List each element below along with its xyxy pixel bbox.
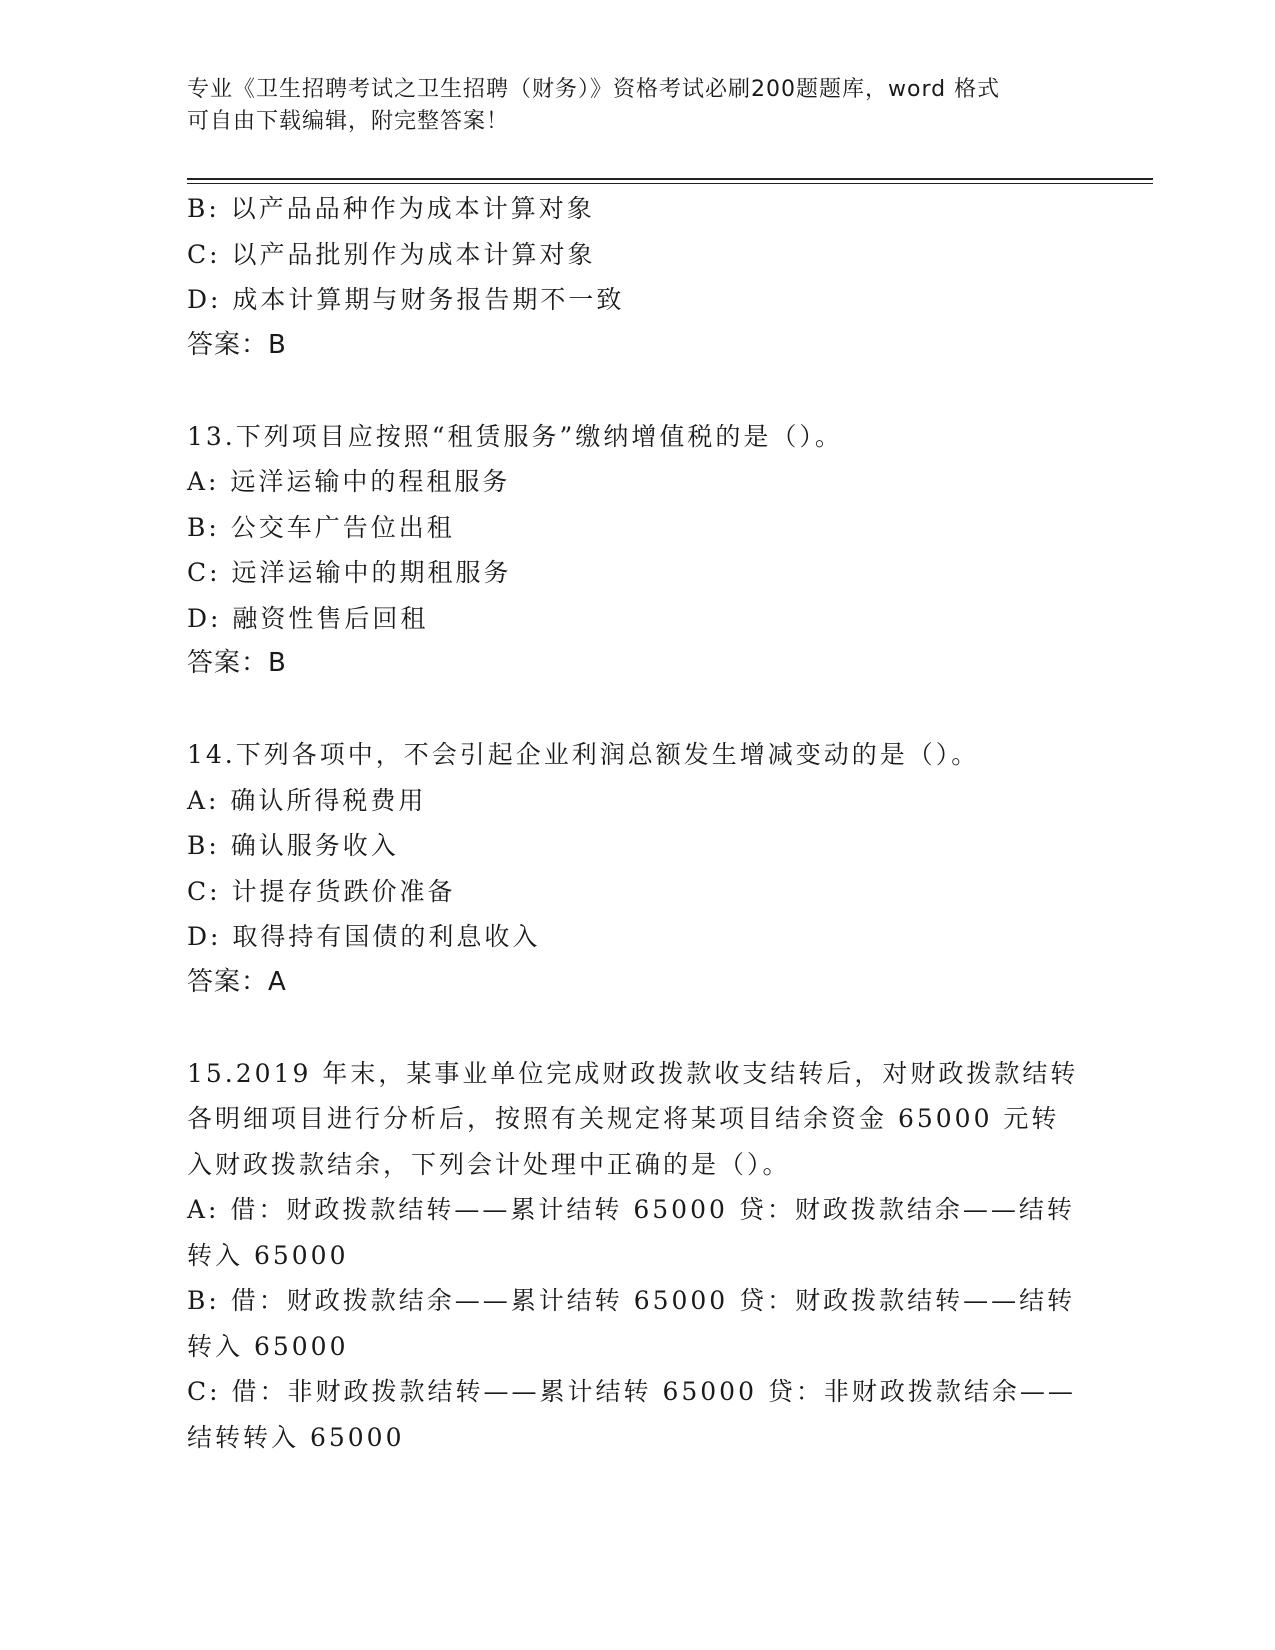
- question-15: [187, 1051, 1087, 1461]
- answer-label: 答案：B: [187, 329, 287, 360]
- answer-label: 答案：B: [187, 648, 287, 678]
- option-c-line-2: 结转转入 65000: [187, 1422, 405, 1452]
- option-a-line-2: 转入 65000: [187, 1240, 349, 1270]
- option-d: D: 取得持有国债的利息收入: [187, 922, 541, 951]
- answer-label: 答案：A: [187, 966, 287, 997]
- header-divider-thin: [187, 183, 1153, 184]
- option-a: A: 确认所得税费用: [187, 785, 427, 815]
- question-12-continued: [187, 186, 1087, 368]
- option-c: C: 远洋运输中的期租服务: [187, 558, 512, 587]
- option-b: B: 确认服务收入: [187, 831, 399, 860]
- option-a-line-1: A: 借：财政拨款结转——累计结转 65000 贷：财政拨款结余——结转: [187, 1195, 1075, 1224]
- question-stem-line-3: 入财政拨款结余，下列会计处理中正确的是（）。: [187, 1149, 791, 1179]
- question-list: [187, 186, 1087, 1460]
- option-b: B: 以产品品种作为成本计算对象: [187, 194, 595, 223]
- option-c-line-1: C: 借：非财政拨款结转——累计结转 65000 贷：非财政拨款结余——: [187, 1377, 1076, 1406]
- question-stem-line-2: 各明细项目进行分析后，按照有关规定将某项目结余资金 65000 元转: [187, 1104, 1060, 1133]
- question-14: [187, 732, 1087, 1005]
- option-a: A: 远洋运输中的程租服务: [187, 467, 511, 496]
- question-stem: 13.下列项目应按照“租赁服务”缴纳增值税的是（）。: [187, 421, 843, 451]
- option-c: C: 计提存货跌价准备: [187, 876, 456, 906]
- header-divider-thick: [187, 178, 1153, 180]
- header-title-line-2: 可自由下载编辑，附完整答案！: [187, 109, 510, 134]
- option-b-line-1: B: 借：财政拨款结余——累计结转 65000 贷：财政拨款结转——结转: [187, 1286, 1076, 1315]
- page-header: [187, 74, 1067, 138]
- option-c: C: 以产品批别作为成本计算对象: [187, 239, 596, 269]
- header-title-line-1: 专业《卫生招聘考试之卫生招聘（财务）》资格考试必刷200题题库，word 格式: [187, 77, 1001, 102]
- option-b-line-2: 转入 65000: [187, 1331, 349, 1361]
- option-d: D: 融资性售后回租: [187, 603, 429, 633]
- question-stem: 14.下列各项中，不会引起企业利润总额发生增减变动的是（）。: [187, 740, 980, 769]
- question-13: [187, 414, 1087, 687]
- option-b: B: 公交车广告位出租: [187, 512, 455, 542]
- question-stem-line-1: 15.2019 年末，某事业单位完成财政拨款收支结转后，对财政拨款结转: [187, 1058, 1079, 1088]
- option-d: D: 成本计算期与财务报告期不一致: [187, 285, 625, 314]
